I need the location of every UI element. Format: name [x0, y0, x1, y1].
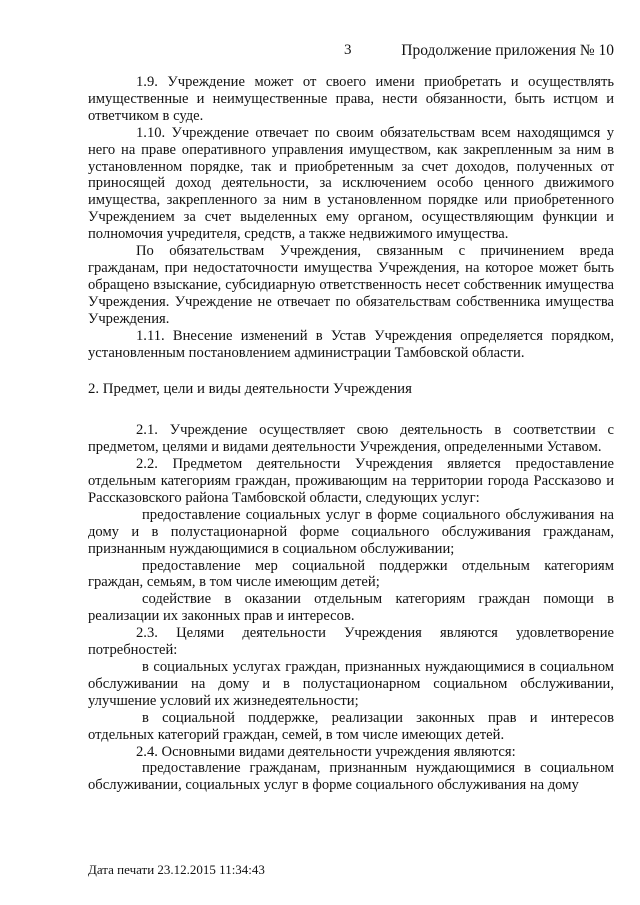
document-body — [88, 74, 614, 794]
paragraph-2-4: 2.4. Основными видами деятельности учреждения являются: — [136, 743, 516, 760]
paragraph-liability: По обязательствам Учреждения, связанным с причинением вреда гражданам, при недостаточности имущества Учреждения, на которое может быть обращено взыскание, субсидиарную ответственность несет собственник имущества Учреждения. Учреждение не отвечает по обязательствам собственника имущества Учреждения. — [88, 243, 614, 327]
paragraph-1-10: 1.10. Учреждение отвечает по своим обязательствам всем находящимся у него на праве оперативного управления имуществом, как закрепленным за ним в установленном порядке, так и приобретенным за счет доходов, полученных от приносящей доход деятельности, за исключением особо ценного движимого имущества, закрепленного за ним в установленном порядке или приобретенного Учреждением за счет выделенных ему органом, осуществляющим функции и полномочия учредителя, средств, а также недвижимого имущества. — [88, 124, 614, 243]
paragraph-1-9: 1.9. Учреждение может от своего имени приобретать и осуществлять имущественные и неимущественные права, нести обязанности, быть истцом и ответчиком в суде. — [88, 74, 614, 124]
paragraph-2-3: 2.3. Целями деятельности Учреждения являются удовлетворение потребностей: — [88, 625, 614, 659]
paragraph-2-2: 2.2. Предметом деятельности Учреждения является предоставление отдельным категориям граждан, проживающим на территории города Рассказово и Рассказовского района Тамбовской области, следующих услуг: — [88, 456, 614, 506]
paragraph-2-3-b: в социальной поддержке, реализации законных прав и интересов отдельных категорий граждан, семей, в том числе имеющих детей. — [88, 709, 614, 743]
print-date: Дата печати 23.12.2015 11:34:43 — [88, 862, 265, 877]
paragraph-2-2-a: предоставление социальных услуг в форме социального обслуживания на дому и в полустационарной форме социального обслуживания гражданам, признанным нуждающимися в социальном обслуживании; — [88, 506, 614, 557]
paragraph-1-11: 1.11. Внесение изменений в Устав Учреждения определяется порядком, установленным постановлением администрации Тамбовской области. — [88, 327, 614, 361]
paragraph-2-1: 2.1. Учреждение осуществляет свою деятельность в соответствии с предметом, целями и видами деятельности Учреждения, определенными Уставом. — [88, 422, 614, 456]
page-number: 3 — [344, 42, 352, 58]
paragraph-2-4-a: предоставление гражданам, признанным нуждающимися в социальном обслуживании, социальных услуг в форме социального обслуживания на дому — [88, 760, 614, 794]
paragraph-2-2-b: предоставление мер социальной поддержки отдельным категориям граждан, семьям, в том числе имеющим детей; — [88, 557, 614, 591]
section-heading: 2. Предмет, цели и виды деятельности Учреждения — [88, 381, 412, 398]
appendix-label: Продолжение приложения № 10 — [401, 42, 614, 59]
paragraph-2-2-c: содействие в оказании отдельным категориям граждан помощи в реализации их законных прав и интересов. — [88, 591, 614, 625]
page-header — [0, 42, 640, 62]
paragraph-2-3-a: в социальных услугах граждан, признанных нуждающимися в социальном обслуживании на дому и в полустационарном социальном обслуживании, улучшение условий их жизнедеятельности; — [88, 659, 614, 709]
